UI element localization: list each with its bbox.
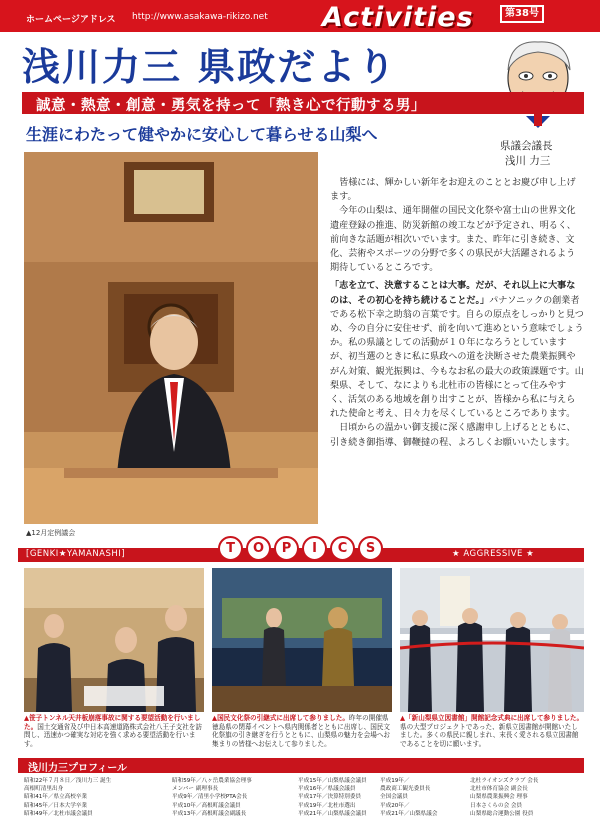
profile-line: 平成21年／山梨県議会 xyxy=(380,810,438,817)
profile-line: 山梨県総合運動公園 役員 xyxy=(470,810,534,817)
profile-line: 高根町清里出身 xyxy=(24,786,64,793)
profile-line: 昭和59年／八ヶ岳農業協会理事 xyxy=(172,778,252,784)
topic-caption-2 xyxy=(212,714,392,748)
paragraph: 日頃からの温かい御支援に深く感謝申し上げるとともに、引き続き御指導、御鞭撻の程、よろしくお願いいたします。 xyxy=(330,423,576,448)
profile-title: 浅川力三プロフィール xyxy=(28,763,127,774)
topics-letter: S xyxy=(358,536,383,561)
topics-letter: P xyxy=(274,536,299,561)
profile-line: 平成19年／ xyxy=(380,778,410,784)
profile-column xyxy=(24,777,170,818)
topics-letter: O xyxy=(246,536,271,561)
profile-line: 全国会議員 xyxy=(380,794,408,801)
profile-line: 平成19年／北杜市選出 xyxy=(298,802,356,809)
topic-photo-2 xyxy=(212,568,392,712)
topics-letter: I xyxy=(302,536,327,561)
profile-column xyxy=(380,777,468,818)
topic-caption-text: 国土交通省及び中日本高速道路株式会社八王子支社を訪問し、迅速かつ確実な対応を強く求める要望活動を行います。 xyxy=(24,722,203,748)
profile-line: 平成9年／清里小学校PTA会長 xyxy=(172,794,248,801)
topics-left-label: [GENKI★YAMANASHI] xyxy=(26,549,126,559)
profile-line: 山梨県農業振興会 理事 xyxy=(470,794,528,801)
signature-name: 浅川 力三 xyxy=(505,155,551,167)
profile-line: 北杜ライオンズクラブ 会長 xyxy=(470,778,539,784)
slogan-text: 誠意・熱意・創意・勇気を持って「熱き心で行動する男」 xyxy=(36,98,426,114)
paragraph: パナソニックの創業者である松下幸之助翁の言葉です。自らの原点をしっかりと見つめ、今の自分に安住せず、前を向いて進めという意味でしょうか。私の県議としての活動が１０年になろうとしていますが、初当選のときに私に県政への道を決断させた農業振興やがん対策、観光振興は、今もなお私の最大の政策課題です。山梨県、そして、なによりも北杜市の皆様にとって住みやすく、活気のある地域を創り出すことが、皆様から私に与えられた使命と考え、日々力を尽くしているところであります。 xyxy=(330,295,584,420)
subtitle: 生涯にわたって健やかに安心して暮らせる山梨へ xyxy=(26,125,378,144)
topics-letter: C xyxy=(330,536,355,561)
profile-line: 日本さくらの会 会員 xyxy=(470,802,523,809)
profile-line: 平成17年／決算特別委員 xyxy=(298,794,362,801)
greeting-body xyxy=(330,176,584,450)
profile-line: 平成20年／ xyxy=(380,802,410,809)
profile-column xyxy=(172,777,294,818)
topic-photo-1 xyxy=(24,568,204,712)
profile-line: 昭和45年／日本大学卒業 xyxy=(24,802,88,809)
profile-line: 平成15年／山梨県議会議員 xyxy=(298,778,367,784)
signature-role: 県議会議長 xyxy=(500,140,553,152)
homepage-label: ホームページアドレス xyxy=(26,15,116,25)
topic-caption-text: 県の大型プロジェクトであった、新県立図書館が開館いたしました。多くの県民に親しまれ、末長く愛される県立図書館であることを切に願います。 xyxy=(400,722,579,748)
profile-line: 農政商工観光委員長 xyxy=(380,786,431,793)
topic-photo-3 xyxy=(400,568,584,712)
issue-badge: 第38号 xyxy=(500,5,544,23)
topic-caption-lead: ▲笹子トンネル天井板崩落事故に関する要望活動を行いました。 xyxy=(24,714,201,731)
topics-letter: T xyxy=(218,536,243,561)
newsletter-title: 浅川力三 県政だより xyxy=(22,45,398,89)
topics-right-label: ★ AGGRESSIVE ★ xyxy=(452,549,535,559)
profile-column xyxy=(470,777,586,818)
paragraph: 今年の山梨は、通年開催の国民文化祭や富士山の世界文化遺産登録の推進、防災新館の竣工などが予定され、明るく、前向きな話題が相次いでいます。また、昨年に引き続き、文化、芸術やスポーツの分野で多くの県民が大活躍されるよう期待しているところです。 xyxy=(330,206,576,274)
homepage-url[interactable]: http://www.asakawa-rikizo.net xyxy=(132,12,268,22)
mount-fuji-watermark xyxy=(318,440,584,530)
topic-caption-1 xyxy=(24,714,204,748)
caricature-illustration xyxy=(492,30,584,130)
profile-line: 北杜市体育協会 副会長 xyxy=(470,786,528,793)
profile-line: 平成21年／山梨県議会議員 xyxy=(298,810,367,817)
profile-line: 昭和41年／県立高校卒業 xyxy=(24,794,88,801)
paragraph: 皆様には、輝かしい新年をお迎えのこととお慶び申し上げます。 xyxy=(330,178,576,203)
profile-line: 平成13年／高根町議会副議長 xyxy=(172,810,247,817)
profile-line: 平成10年／高根町議会議員 xyxy=(172,802,241,809)
profile-line: 平成16年／県議会議員 xyxy=(298,786,356,793)
topics-heading xyxy=(218,536,383,561)
profile-line: メンバー 副理事長 xyxy=(172,786,219,793)
topic-caption-lead: ▲国民文化祭の引継式に出席して参りました。 xyxy=(212,714,349,722)
topic-caption-lead: ▲「新山梨県立図書館」開館記念式典に出席して参りました。 xyxy=(400,714,584,722)
main-photo-caption: ▲12月定例議会 xyxy=(26,529,76,537)
profile-line: 昭和49年／北杜市議会議員 xyxy=(24,810,93,817)
profile-column xyxy=(298,777,382,818)
topic-caption-text: 昨年の開催県徳島県の閉幕イベントへ県内関係者とともに出席し、国民文化祭旗の引き継ぎを行うとともに、山梨県の魅力を会場へお集まりの皆様へお伝えして参りました。 xyxy=(212,714,391,748)
assembly-photo xyxy=(24,152,318,524)
topic-caption-3 xyxy=(400,714,584,748)
profile-line: 昭和22年７月８日／浅川力三 誕生 xyxy=(24,778,112,784)
quote: 「志を立て、決意することは大事。だが、それ以上に大事なのは、その初心を持ち続けることだ。」 xyxy=(330,281,576,306)
brand-title: Activities xyxy=(322,2,474,33)
